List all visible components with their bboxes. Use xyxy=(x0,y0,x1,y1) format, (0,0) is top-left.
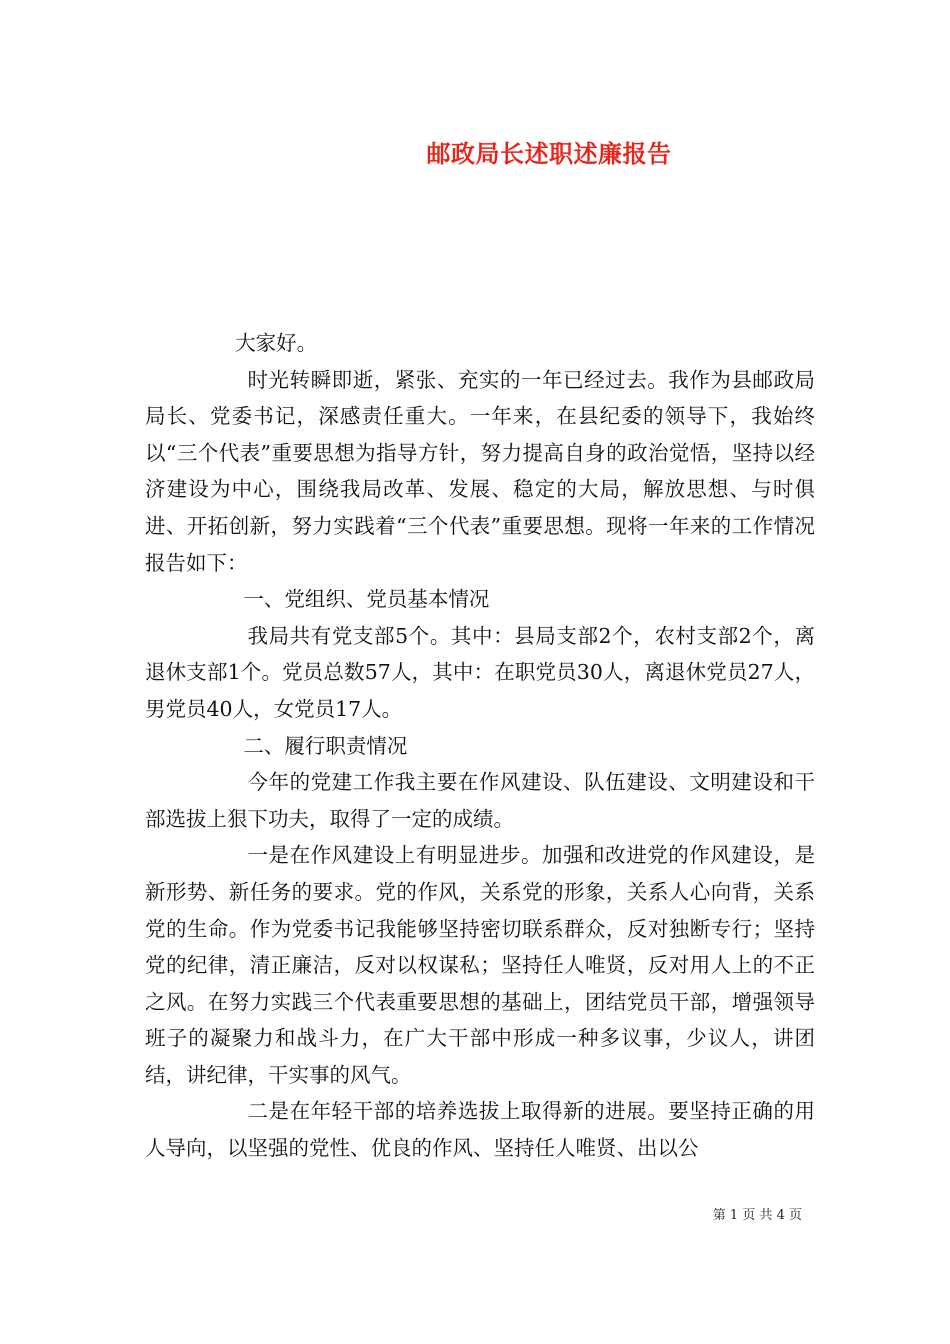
document-body xyxy=(145,325,815,1167)
paragraph-duties: 今年的党建工作我主要在作风建设、队伍建设、文明建设和干部选拔上狠下功夫，取得了一定的成绩。 xyxy=(145,770,815,831)
paragraph-cadre-training: 二是在年轻干部的培养选拔上取得新的进展。要坚持正确的用人导向，以坚强的党性、优良的作风、坚持任人唯贤、出以公 xyxy=(145,1099,815,1161)
paragraph-intro: 时光转瞬即逝，紧张、充实的一年已经过去。我作为县邮政局局长、党委书记，深感责任重大。一年来，在县纪委的领导下，我始终以“三个代表”重要思想为指导方针，努力提高自身的政治觉悟，坚持以经济建设为中心，围绕我局改革、发展、稳定的大局，解放思想、与时俱进、开拓创新，努力实践着“三个代表”重要思想。现将一年来的工作情况报告如下： xyxy=(145,367,815,575)
page-number: 第 1 页 共 4 页 xyxy=(712,1208,802,1223)
paragraph-party-info: 我局共有党支部5个。其中：县局支部2个，农村支部2个，离退休支部1个。党员总数57人，其中：在职党员30人，离退休党员27人，男党员40人，女党员17人。 xyxy=(145,623,815,721)
greeting: 大家好。 xyxy=(235,331,318,355)
document-title: 邮政局长述职述廉报告 xyxy=(426,139,672,168)
section-heading-2: 二、履行职责情况 xyxy=(243,733,408,758)
section-heading-1: 一、党组织、党员基本情况 xyxy=(243,587,490,612)
paragraph-work-style: 一是在作风建设上有明显进步。加强和改进党的作风建设，是新形势、新任务的要求。党的作风，关系党的形象，关系人心向背，关系党的生命。作为党委书记我能够坚持密切联系群众，反对独断专行；坚持党的纪律，清正廉洁，反对以权谋私；坚持任人唯贤，反对用人上的不正之风。在努力实践三个代表重要思想的基础上，团结党员干部，增强领导班子的凝聚力和战斗力，在广大干部中形成一种多议事，少议人，讲团结，讲纪律，干实事的风气。 xyxy=(145,843,815,1087)
